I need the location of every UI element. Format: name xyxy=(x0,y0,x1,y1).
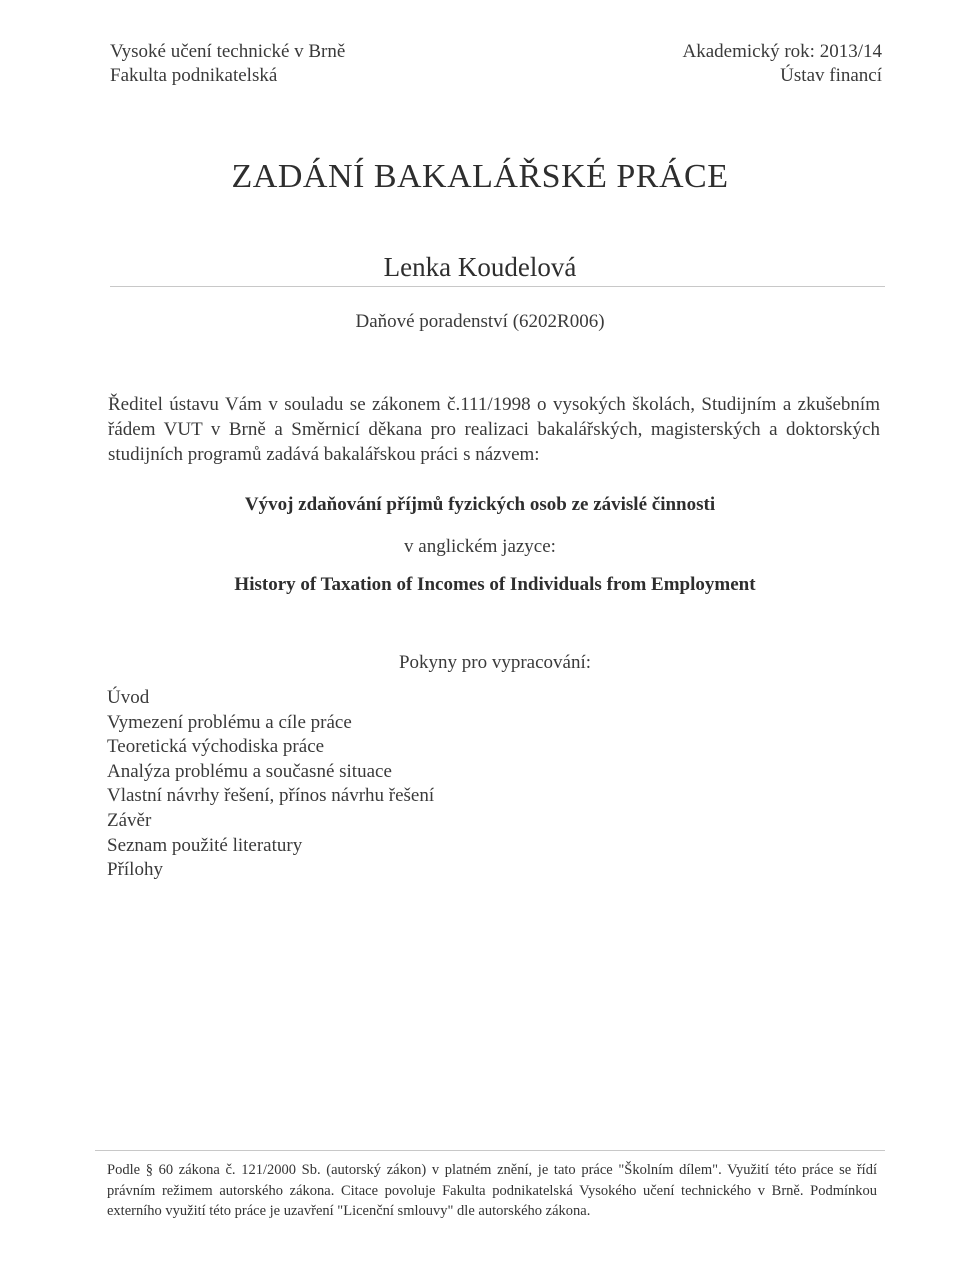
header-left xyxy=(110,40,345,88)
list-item: Závěr xyxy=(107,809,152,831)
english-label: v anglickém jazyce: xyxy=(404,536,556,557)
top-divider xyxy=(110,286,885,287)
list-item: Seznam použité literatury xyxy=(107,834,303,856)
list-item: Analýza problému a současné situace xyxy=(107,760,392,782)
list-item: Vymezení problému a cíle práce xyxy=(107,711,352,733)
instructions-heading: Pokyny pro vypracování: xyxy=(398,652,592,673)
header-right xyxy=(683,40,882,88)
copyright-notice: Podle § 60 zákona č. 121/2000 Sb. (autorský zákon) v platném znění, je tato práce "Školním dílem". Využití této práce se řídí právním režimem autorského zákona. Citace povoluje Fakulta podnikatelská Vysokého učení technického v Brně. Podmínkou externího využití této práce je uzavření "Licenční smlouvy" dle autorského zákona. xyxy=(107,1162,877,1219)
list-item: Vlastní návrhy řešení, přínos návrhu řešení xyxy=(107,785,435,807)
footer-divider xyxy=(95,1150,885,1151)
student-name: Lenka Koudelová xyxy=(383,252,577,282)
academic-year: Akademický rok: 2013/14 xyxy=(682,41,882,62)
study-program: Daňové poradenství (6202R006) xyxy=(355,311,605,332)
faculty-name: Fakulta podnikatelská xyxy=(110,65,278,86)
institute-name: Ústav financí xyxy=(780,65,882,86)
university-name: Vysoké učení technické v Brně xyxy=(110,41,346,62)
list-item: Teoretická východiska práce xyxy=(107,736,325,758)
instructions-list xyxy=(107,686,434,883)
thesis-title-english: History of Taxation of Incomes of Individuals from Employment xyxy=(234,574,756,595)
document-title: ZADÁNÍ BAKALÁŘSKÉ PRÁCE xyxy=(231,158,729,195)
thesis-title-czech: Vývoj zdaňování příjmů fyzických osob ze závislé činnosti xyxy=(244,494,716,515)
list-item: Přílohy xyxy=(107,859,163,881)
intro-paragraph: Ředitel ústavu Vám v souladu se zákonem č.111/1998 o vysokých školách, Studijním a zkušebním řádem VUT v Brně a Směrnicí děkana pro realizaci bakalářských, magisterských a doktorských studijních programů zadává bakalářskou práci s názvem: xyxy=(108,394,880,465)
list-item: Úvod xyxy=(107,687,150,708)
